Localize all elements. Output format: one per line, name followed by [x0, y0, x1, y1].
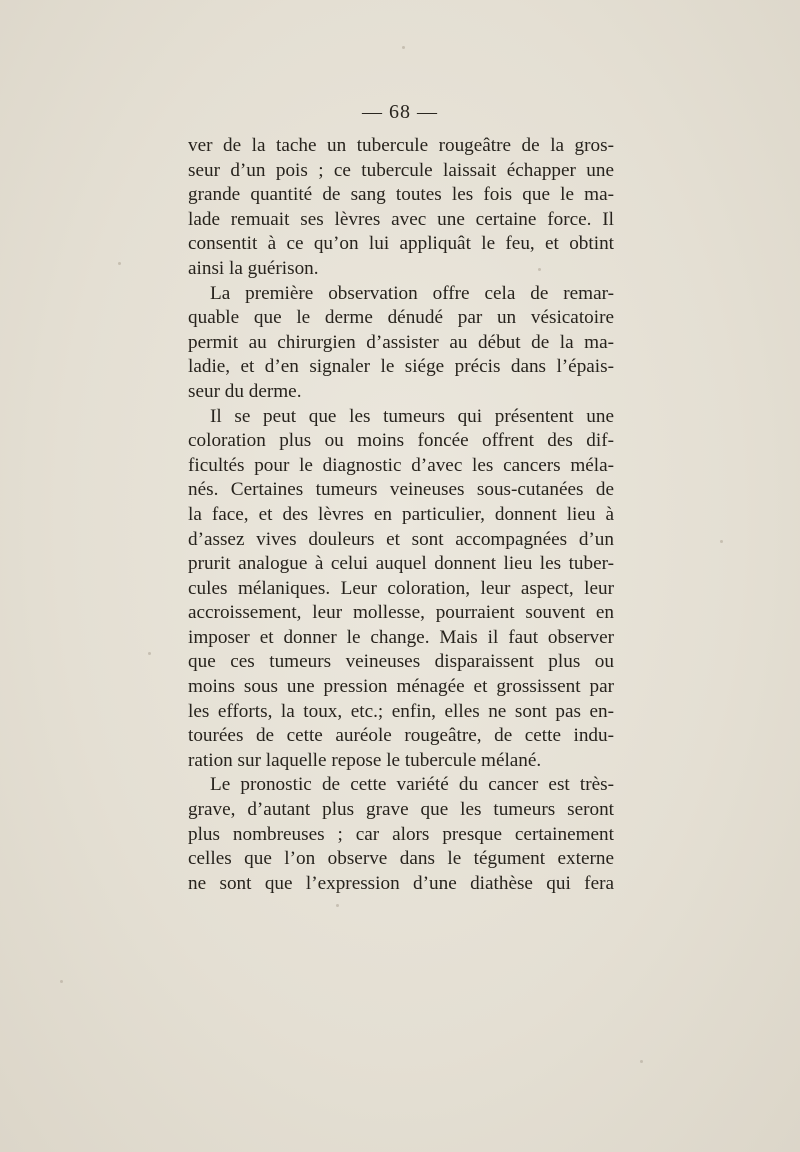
text-line: Le pronostic de cette variété du cancer est très- [210, 774, 614, 796]
text-line: grave, d’autant plus grave que les tumeurs seront [188, 799, 614, 821]
text-line: cules mélaniques. Leur coloration, leur aspect, leur [188, 577, 614, 599]
text-line: moins sous une pression ménagée et grossissent par [188, 676, 614, 698]
paper-speck [148, 652, 151, 655]
paper-speck [640, 1060, 643, 1063]
text-line: coloration plus ou moins foncée offrent des dif- [188, 430, 614, 452]
text-line: grande quantité de sang toutes les fois que le ma- [188, 184, 614, 206]
text-line: la face, et des lèvres en particulier, donnent lieu à [188, 503, 614, 525]
text-line: ne sont que l’expression d’une diathèse qui fera [188, 872, 614, 894]
text-line: ladie, et d’en signaler le siége précis dans l’épais- [188, 356, 614, 378]
body-text [188, 134, 614, 896]
text-line: permit au chirurgien d’assister au début de la ma- [188, 331, 614, 353]
text-line: quable que le derme dénudé par un vésicatoire [188, 307, 614, 329]
paper-speck [60, 980, 63, 983]
text-line: nés. Certaines tumeurs veineuses sous-cutanées de [188, 479, 614, 501]
text-line: d’assez vives douleurs et sont accompagnées d’un [188, 528, 614, 550]
page-number: — 68 — [362, 101, 438, 123]
text-line: ration sur laquelle repose le tubercule mélané. [188, 749, 542, 771]
text-line: prurit analogue à celui auquel donnent lieu les tuber- [188, 553, 614, 575]
text-line: seur d’un pois ; ce tubercule laissait échapper une [188, 159, 614, 181]
text-line: lade remuait ses lèvres avec une certaine force. Il [188, 208, 614, 230]
text-line: plus nombreuses ; car alors presque certainement [188, 823, 614, 845]
paper-speck [402, 46, 405, 49]
text-line: ficultés pour le diagnostic d’avec les cancers méla- [188, 454, 614, 476]
paper-speck [336, 904, 339, 907]
text-line: tourées de cette auréole rougeâtre, de cette indu- [188, 725, 614, 747]
text-line: ainsi la guérison. [188, 257, 319, 279]
text-line: que ces tumeurs veineuses disparaissent plus ou [188, 651, 614, 673]
paper-speck [118, 262, 121, 265]
text-line: imposer et donner le change. Mais il faut observer [188, 626, 614, 648]
text-line: La première observation offre cela de remar- [210, 282, 614, 304]
text-line: consentit à ce qu’on lui appliquât le feu, et obtint [188, 233, 614, 255]
text-line: seur du derme. [188, 380, 302, 402]
text-line: les efforts, la toux, etc.; enfin, elles ne sont pas en- [188, 700, 614, 722]
text-line: accroissement, leur mollesse, pourraient souvent en [188, 602, 614, 624]
text-line: celles que l’on observe dans le tégument externe [188, 848, 614, 870]
text-line: Il se peut que les tumeurs qui présentent une [210, 405, 614, 427]
paper-speck [720, 540, 723, 543]
text-line: ver de la tache un tubercule rougeâtre de la gros- [188, 135, 614, 156]
